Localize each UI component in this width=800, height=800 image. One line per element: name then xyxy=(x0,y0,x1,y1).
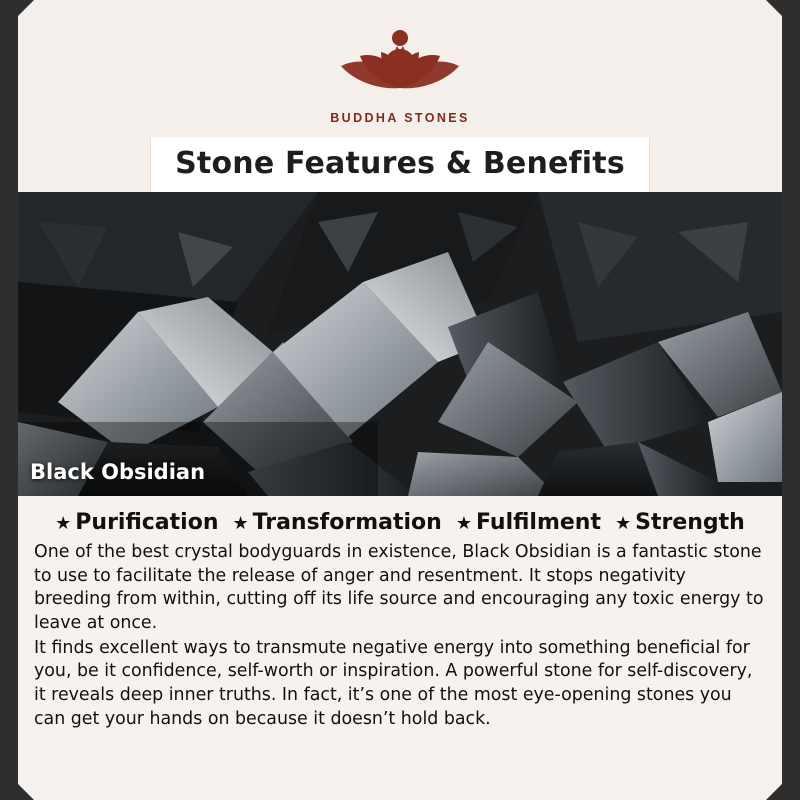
benefit-label: Fulfilment xyxy=(475,510,601,535)
corner-bottom-right xyxy=(766,766,800,800)
title-band xyxy=(150,137,650,192)
benefit-item-fulfilment xyxy=(456,510,601,535)
right-border-rail xyxy=(782,0,800,800)
stone-photo xyxy=(18,192,782,496)
page-inner xyxy=(18,0,782,800)
description xyxy=(26,541,774,731)
corner-top-right xyxy=(766,0,800,34)
star-icon: ★ xyxy=(232,513,249,534)
lotus-meditation-icon xyxy=(325,16,475,105)
description-paragraph-1: One of the best crystal bodyguards in existence, Black Obsidian is a fantastic stone to use to facilitate the release of anger and resentment. It stops negativity breeding from within, cutting off its life source and encouraging any toxic energy to leave at once. xyxy=(34,542,764,634)
benefit-item-strength xyxy=(615,510,745,535)
benefit-item-transformation xyxy=(233,510,442,535)
benefits-list xyxy=(26,506,774,541)
content xyxy=(18,496,782,800)
left-border-rail xyxy=(0,0,18,800)
brand-logo xyxy=(325,16,475,125)
header xyxy=(18,0,782,192)
corner-top-left xyxy=(0,0,34,34)
benefit-label: Purification xyxy=(75,510,219,535)
description-paragraph-2: It finds excellent ways to transmute negative energy into something beneficial for you, be it confidence, self-worth or inspiration. A powerful stone for self-discovery, it reveals deep inner truths. In fact, it’s one of the most eye-opening stones you can get your hands on because it doesn’t hold back. xyxy=(34,637,753,729)
stone-name-caption: Black Obsidian xyxy=(30,460,206,484)
benefit-item-purification xyxy=(55,510,218,535)
benefit-label: Strength xyxy=(635,510,745,535)
page-title: Stone Features & Benefits xyxy=(175,146,625,181)
star-icon: ★ xyxy=(455,513,472,534)
benefit-label: Transformation xyxy=(252,510,442,535)
star-icon: ★ xyxy=(614,513,632,534)
brand-name: BUDDHA STONES xyxy=(330,111,470,125)
corner-bottom-left xyxy=(0,766,34,800)
star-icon: ★ xyxy=(55,513,72,534)
